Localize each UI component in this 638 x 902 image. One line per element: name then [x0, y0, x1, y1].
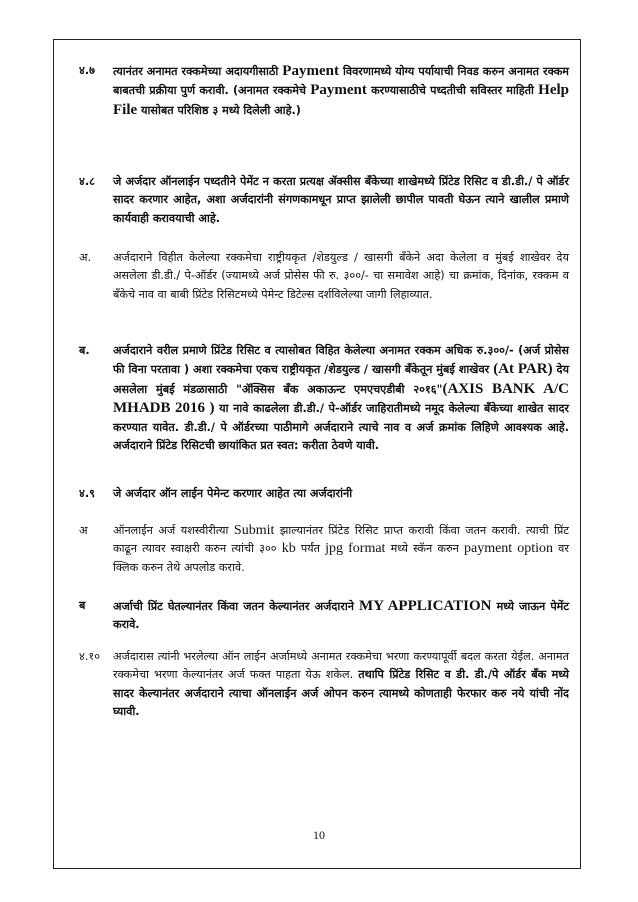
text-run: Payment	[310, 82, 367, 99]
section	[79, 522, 569, 577]
text-run: पर्यंत	[295, 542, 326, 556]
section	[79, 342, 569, 455]
text-run: या नावे काढलेला डी.डी./ पे-ऑर्डर जाहिरातीमध्ये नमूद केलेल्या बँकेच्या शाखेत सादर करण्यात यावेत. डी.डी./ पे ऑर्डरच्या पाठीमागे अर्जदाराने त्याचे नाव व अर्ज क्रमांक लिहिणे आवश्यक आहे. अर्जदाराने प्रिंटेड रिसिटची छायांकित प्रत स्वत: करीता ठेवणे यावी.	[113, 402, 569, 453]
text-run: विवरणामध्ये योग्य पर्यायाची निवड करुन अनामत रक्कम बाबतची प्रक्रीया पुर्ण करावी. (अनामत रक्कमेचे	[113, 65, 569, 98]
section-text	[113, 249, 569, 304]
section-text	[113, 62, 569, 120]
text-run: (At PAR)	[493, 361, 553, 378]
section-text	[113, 173, 569, 228]
section	[79, 648, 569, 722]
text-run: अर्जदारास त्यांनी भरलेल्या ऑन लाईन अर्जामध्ये अनामत रक्कमेचा भरणा करण्यापूर्वी बदल करता येईल. अनामत रक्कमेचा भरणा केल्यानंतर अर्ज फक्त पाहता येऊ शकेल.	[113, 650, 569, 682]
text-run: मध्ये स्कॅन करुन	[385, 542, 464, 556]
section-text	[113, 342, 569, 455]
text-run: (AXIS BANK A/C MHADB 2016 )	[113, 380, 569, 417]
text-run: जे अर्जदार ऑनलाईन पध्दतीने पेमेंट न करता प्रत्यक्ष ॲक्सीस बँकेच्या शाखेमध्ये प्रिंटेड रिसिट व डी.डी./ पे ऑर्डर सादर करणार आहेत, अशा अर्जदारांनी संगणकामधून प्राप्त झालेली छापील पावती घेऊन त्याने खालील प्रमाणे कार्यवाही करावयाची आहे.	[113, 175, 569, 225]
text-run: jpg format	[325, 541, 386, 557]
section-number: ४.७	[79, 64, 95, 77]
text-run: Payment	[282, 63, 339, 79]
text-run: जे अर्जदार ऑन लाईन पेमेन्ट करणार आहेत त्या अर्जदारांनी	[113, 487, 353, 500]
text-run: Help File	[113, 82, 569, 118]
section-number: अ.	[79, 251, 92, 264]
text-run: payment option	[463, 541, 554, 557]
text-run: Submit	[233, 523, 275, 538]
section	[79, 249, 569, 304]
section-text	[113, 597, 569, 635]
text-run: करण्यासाठीचे पध्दतीची सविस्तर माहिती	[366, 84, 539, 98]
text-run: वर क्लिक करुन तेथे अपलोड करावे.	[113, 542, 569, 574]
text-run: मध्ये जाऊन पेमेंट करावे.	[113, 600, 570, 632]
section-number: ४.८	[79, 175, 95, 188]
text-run: अर्जाची प्रिंट घेतल्यानंतर किंवा जतन केल्यानंतर अर्जदाराने	[113, 600, 360, 613]
section	[79, 173, 569, 228]
page-number: 10	[313, 828, 325, 842]
section-text	[113, 648, 569, 722]
section-text	[113, 522, 569, 577]
text-run: ऑनलाईन अर्ज यशस्वीरीत्या	[113, 524, 234, 537]
text-run: अर्जदाराने विहीत केलेल्या रक्कमेचा राष्ट्रीयकृत /शेडयुल्ड / खासगी बँकेने अदा केलेला व मुंबई शाखेवर देय असलेला डी.डी./ पे-ऑर्डर (ज्यामध्ये अर्ज प्रोसेस फी रु. ३००/- चा समावेश आहे) चा क्रमांक, दिनांक, रक्कम व बँकेचे नाव वा बाबी प्रिंटेड रिसिटमध्ये पेमेन्ट डिटेल्स दर्शविलेल्या जागी लिहाव्यात.	[113, 251, 569, 301]
section	[79, 597, 569, 635]
section-number: ब	[79, 599, 86, 612]
section-number: ४.१०	[79, 650, 101, 663]
text-run: झाल्यानंतर प्रिंटेड रिसिट प्राप्त करावी किंवा जतन करावी. त्याची प्रिंट काढून त्यावर स्वाक्षरी करुन त्यांची ३००	[113, 524, 570, 556]
section-number: ४.९	[79, 487, 95, 500]
text-run: kb	[281, 541, 296, 557]
text-run: MY APPLICATION	[359, 598, 492, 614]
text-run: त्यानंतर अनामत रक्कमेच्या अदायगीसाठी	[113, 65, 283, 78]
section	[79, 485, 569, 503]
text-run: यासोबत परिशिष्ठ ३ मध्ये दिलेली आहे.)	[137, 103, 301, 117]
text-run: अर्जदाराने वरील प्रमाणे प्रिंटेड रिसिट व त्यासोबत विहित केलेल्या अनामत रक्कम अधिक रु.३००/- (अर्ज प्रोसेस फी विना परतावा ) अशा रक्कमेचा एकच राष्ट्रीयकृत /शेडयुल्ड / खासगी बँकेतून मुंबई शाखेवर	[113, 344, 569, 377]
section-text	[113, 485, 569, 503]
section-number: ब.	[79, 344, 90, 357]
text-run: तथापि प्रिंटेड रिसिट व डी. डी./पे ऑर्डर बँक मध्ये सादर केल्यानंतर अर्जदाराने त्याचा ऑनलाईन अर्ज ओपन करुन त्यामध्ये कोणताही फेरफार करु नये यांची नोंद घ्यावी.	[113, 668, 570, 719]
text-run: देय असलेला मुंबई मंडळासाठी "ॲक्सिस बँक अकाऊन्ट एमएचएडीबी २०१६"	[113, 363, 569, 396]
section	[79, 62, 569, 120]
section-number: अ	[79, 524, 88, 537]
